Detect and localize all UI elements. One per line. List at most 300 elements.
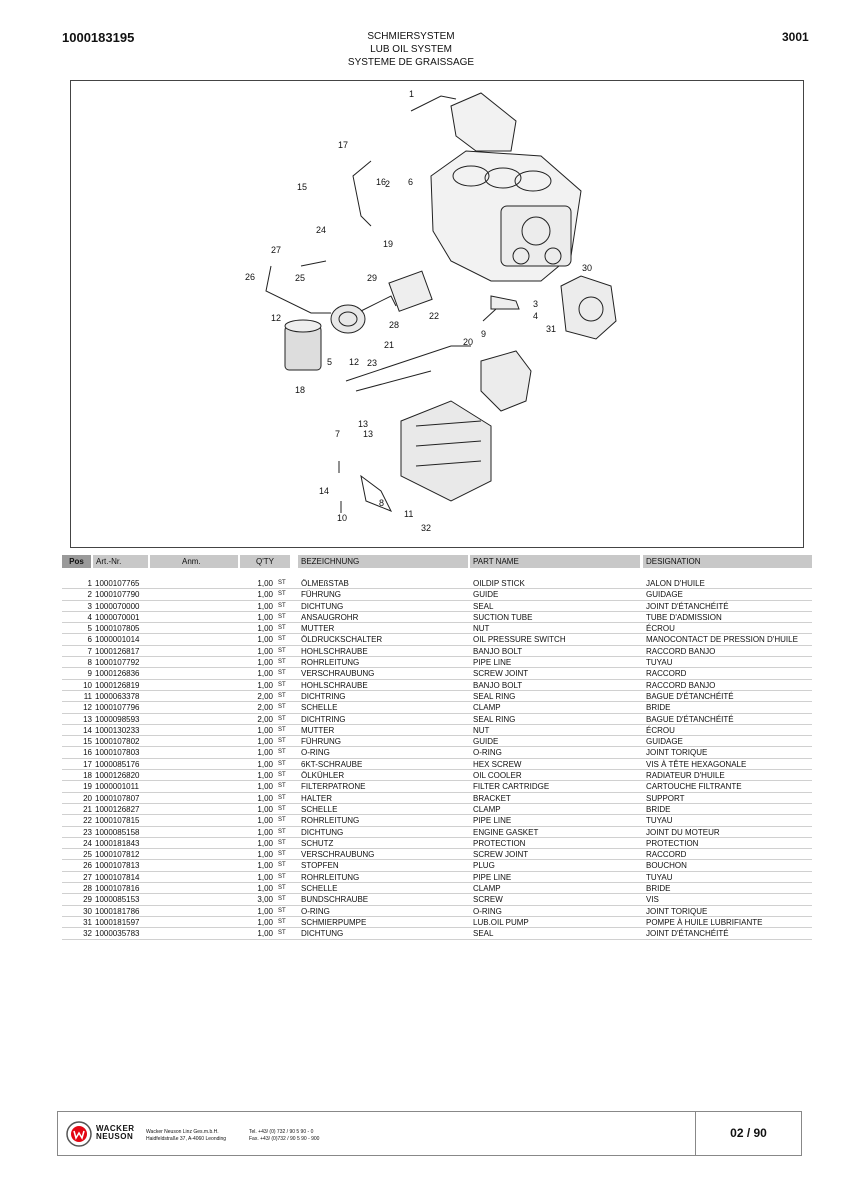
- cell-bezeichnung: SCHELLE: [301, 884, 338, 894]
- cell-designation: BAGUE D'ÉTANCHÉITÉ: [646, 691, 734, 701]
- cell-pos: 23: [83, 827, 92, 837]
- cell-designation: ÉCROU: [646, 624, 675, 634]
- cell-qty: 1,00: [257, 771, 273, 781]
- cell-part-name: GUIDE: [473, 737, 499, 747]
- cell-bezeichnung: ROHRLEITUNG: [301, 816, 360, 826]
- cell-part-name: PROTECTION: [473, 838, 526, 848]
- cell-qty: 1,00: [257, 646, 273, 656]
- col-header-art-nr: Art.-Nr.: [93, 555, 148, 568]
- company-phone: Tel. +43/ (0) 732 / 90 5 90 - 0: [249, 1129, 314, 1135]
- cell-art-nr: 1000107816: [95, 884, 140, 894]
- cell-art-nr: 1000107814: [95, 872, 140, 882]
- cell-designation: BRIDE: [646, 703, 671, 713]
- cell-bezeichnung: VERSCHRAUBUNG: [301, 850, 375, 860]
- cell-designation: TUBE D'ADMISSION: [646, 612, 722, 622]
- cell-part-name: PIPE LINE: [473, 816, 512, 826]
- cell-qty: 1,00: [257, 827, 273, 837]
- company-address: [146, 1129, 226, 1143]
- cell-pos: 16: [83, 748, 92, 758]
- cell-qty: 1,00: [257, 579, 273, 588]
- cell-pos: 17: [83, 759, 92, 769]
- cell-unit: ST: [278, 805, 286, 812]
- cell-art-nr: 1000107813: [95, 861, 140, 871]
- cell-qty: 1,00: [257, 838, 273, 848]
- table-row: [62, 725, 812, 736]
- cell-art-nr: 1000107796: [95, 703, 140, 713]
- table-row: [62, 804, 812, 815]
- cell-part-name: PIPE LINE: [473, 872, 512, 882]
- cell-qty: 1,00: [257, 929, 273, 939]
- cell-designation: POMPE À HUILE LUBRIFIANTE: [646, 917, 763, 927]
- cell-bezeichnung: DICHTUNG: [301, 827, 344, 837]
- cell-unit: ST: [278, 670, 286, 677]
- cell-unit: ST: [278, 647, 286, 654]
- footer: [57, 1111, 802, 1156]
- callout-label: 2: [385, 179, 391, 189]
- cell-unit: ST: [278, 873, 286, 880]
- cell-qty: 1,00: [257, 850, 273, 860]
- cell-bezeichnung: DICHTRING: [301, 714, 346, 724]
- callout-label: 25: [295, 273, 306, 283]
- cell-part-name: O-RING: [473, 748, 502, 758]
- table-row: [62, 702, 812, 713]
- parts-table-body: [62, 578, 812, 940]
- cell-designation: JOINT D'ÉTANCHÉITÉ: [646, 929, 729, 939]
- cell-unit: ST: [278, 772, 286, 779]
- table-row: [62, 612, 812, 623]
- callout-label: 13: [363, 429, 374, 439]
- cell-art-nr: 1000085153: [95, 895, 140, 905]
- cell-part-name: CLAMP: [473, 884, 501, 894]
- cell-part-name: CLAMP: [473, 703, 501, 713]
- table-row: [62, 872, 812, 883]
- cell-qty: 1,00: [257, 669, 273, 679]
- page-code: 3001: [782, 30, 809, 44]
- callout-label: 4: [533, 311, 539, 321]
- cell-part-name: OILDIP STICK: [473, 579, 525, 588]
- callout-label: 14: [319, 486, 330, 496]
- col-header-pos: Pos: [62, 555, 91, 568]
- cell-designation: RACCORD: [646, 669, 687, 679]
- cell-unit: ST: [278, 794, 286, 801]
- cell-bezeichnung: ÖLMEßSTAB: [301, 579, 349, 588]
- cell-unit: ST: [278, 681, 286, 688]
- callout-label: 22: [429, 311, 440, 321]
- cell-designation: JALON D'HUILE: [646, 579, 705, 588]
- cell-pos: 9: [87, 669, 92, 679]
- cell-art-nr: 1000001014: [95, 635, 140, 645]
- table-row: [62, 917, 812, 928]
- cell-unit: ST: [278, 625, 286, 632]
- cell-art-nr: 1000107790: [95, 590, 140, 600]
- cell-designation: TUYAU: [646, 872, 673, 882]
- callout-label: 11: [404, 509, 414, 519]
- cell-designation: BRIDE: [646, 884, 671, 894]
- cell-bezeichnung: HALTER: [301, 793, 332, 803]
- callout-label: 24: [316, 225, 327, 235]
- cell-art-nr: 1000181786: [95, 906, 140, 916]
- cell-part-name: SCREW JOINT: [473, 850, 529, 860]
- cell-part-name: PIPE LINE: [473, 658, 512, 668]
- cell-pos: 13: [83, 714, 92, 724]
- cell-pos: 31: [83, 917, 92, 927]
- cell-qty: 1,00: [257, 601, 273, 611]
- cell-bezeichnung: ÖLKÜHLER: [301, 771, 345, 781]
- cell-art-nr: 1000098593: [95, 714, 140, 724]
- cell-bezeichnung: DICHTRING: [301, 691, 346, 701]
- company-name: Wacker Neuson Linz Ges.m.b.H.: [146, 1129, 219, 1135]
- cell-bezeichnung: DICHTUNG: [301, 601, 344, 611]
- cell-bezeichnung: HOHLSCHRAUBE: [301, 646, 368, 656]
- cell-part-name: NUT: [473, 624, 490, 634]
- col-header-part-name: PART NAME: [470, 555, 640, 568]
- cell-pos: 28: [83, 884, 92, 894]
- cell-qty: 1,00: [257, 612, 273, 622]
- callout-label: 12: [349, 357, 360, 367]
- cell-part-name: SEAL RING: [473, 714, 516, 724]
- cell-designation: SUPPORT: [646, 793, 685, 803]
- table-row: [62, 815, 812, 826]
- callout-label: 27: [271, 245, 282, 255]
- cell-qty: 1,00: [257, 737, 273, 747]
- cell-part-name: SCREW: [473, 895, 503, 905]
- cell-bezeichnung: FÜHRUNG: [301, 590, 341, 600]
- cell-unit: ST: [278, 851, 286, 858]
- cell-designation: ÉCROU: [646, 725, 675, 735]
- cell-qty: 1,00: [257, 725, 273, 735]
- cell-unit: ST: [278, 613, 286, 620]
- cell-designation: JOINT TORIQUE: [646, 906, 708, 916]
- cell-bezeichnung: MUTTER: [301, 725, 335, 735]
- cell-unit: ST: [278, 896, 286, 903]
- callout-label: 26: [245, 272, 256, 282]
- cell-bezeichnung: STOPFEN: [301, 861, 339, 871]
- callout-label: 16: [376, 177, 387, 187]
- cell-designation: BRIDE: [646, 804, 671, 814]
- cell-art-nr: 1000126836: [95, 669, 140, 679]
- cell-part-name: SEAL: [473, 601, 494, 611]
- parts-table-header: [62, 555, 812, 568]
- cell-unit: ST: [278, 738, 286, 745]
- cell-part-name: SEAL: [473, 929, 494, 939]
- cell-designation: GUIDAGE: [646, 590, 683, 600]
- cell-part-name: CLAMP: [473, 804, 501, 814]
- title-en: LUB OIL SYSTEM: [370, 44, 452, 55]
- cell-pos: 1: [87, 579, 92, 588]
- cell-part-name: SCREW JOINT: [473, 669, 529, 679]
- cell-art-nr: 1000126817: [95, 646, 140, 656]
- cell-unit: ST: [278, 602, 286, 609]
- cell-pos: 24: [83, 838, 92, 848]
- table-row: [62, 646, 812, 657]
- table-row: [62, 601, 812, 612]
- callout-label: 18: [295, 385, 306, 395]
- cell-unit: ST: [278, 749, 286, 756]
- brand-name: [96, 1125, 135, 1141]
- cell-art-nr: 1000107812: [95, 850, 140, 860]
- cell-designation: VIS: [646, 895, 659, 905]
- cell-qty: 2,00: [257, 691, 273, 701]
- cell-pos: 10: [83, 680, 92, 690]
- table-row: [62, 894, 812, 905]
- table-row: [62, 849, 812, 860]
- cell-pos: 27: [83, 872, 92, 882]
- cell-pos: 11: [83, 691, 92, 701]
- cell-designation: BAGUE D'ÉTANCHÉITÉ: [646, 714, 734, 724]
- col-header-designation: DESIGNATION: [643, 555, 812, 568]
- table-row: [62, 691, 812, 702]
- cell-qty: 1,00: [257, 748, 273, 758]
- cell-designation: MANOCONTACT DE PRESSION D'HUILE: [646, 635, 798, 645]
- table-row: [62, 906, 812, 917]
- cell-qty: 2,00: [257, 714, 273, 724]
- cell-pos: 19: [83, 782, 92, 792]
- callout-label: 15: [297, 182, 308, 192]
- cell-pos: 7: [87, 646, 92, 656]
- cell-designation: PROTECTION: [646, 838, 699, 848]
- cell-bezeichnung: HOHLSCHRAUBE: [301, 680, 368, 690]
- cell-bezeichnung: SCHELLE: [301, 703, 338, 713]
- table-row: [62, 928, 812, 939]
- cell-designation: JOINT D'ÉTANCHÉITÉ: [646, 601, 729, 611]
- cell-art-nr: 1000085158: [95, 827, 140, 837]
- callout-label: 20: [463, 337, 474, 347]
- cell-bezeichnung: FILTERPATRONE: [301, 782, 366, 792]
- cell-qty: 2,00: [257, 703, 273, 713]
- callout-label: 12: [271, 313, 282, 323]
- cell-part-name: OIL PRESSURE SWITCH: [473, 635, 566, 645]
- cell-unit: ST: [278, 659, 286, 666]
- cell-part-name: SUCTION TUBE: [473, 612, 533, 622]
- cell-bezeichnung: ÖLDRUCKSCHALTER: [301, 635, 383, 645]
- cell-unit: ST: [278, 760, 286, 767]
- table-row: [62, 634, 812, 645]
- cell-bezeichnung: FÜHRUNG: [301, 737, 341, 747]
- cell-art-nr: 1000181843: [95, 838, 140, 848]
- cell-bezeichnung: ANSAUGROHR: [301, 612, 359, 622]
- cell-art-nr: 1000107792: [95, 658, 140, 668]
- cell-part-name: BANJO BOLT: [473, 646, 523, 656]
- cell-bezeichnung: O-RING: [301, 748, 330, 758]
- cell-art-nr: 1000085176: [95, 759, 140, 769]
- cell-pos: 14: [83, 725, 92, 735]
- cell-pos: 32: [83, 929, 92, 939]
- cell-pos: 6: [87, 635, 92, 645]
- callout-label: 5: [327, 357, 333, 367]
- cell-part-name: O-RING: [473, 906, 502, 916]
- cell-art-nr: 1000001011: [95, 782, 139, 792]
- cell-pos: 30: [83, 906, 92, 916]
- callout-label: 21: [384, 340, 395, 350]
- cell-art-nr: 1000070001: [95, 612, 140, 622]
- callout-label: 28: [389, 320, 400, 330]
- cell-qty: 1,00: [257, 906, 273, 916]
- cell-bezeichnung: SCHUTZ: [301, 838, 334, 848]
- cell-art-nr: 1000107802: [95, 737, 140, 747]
- cell-designation: CARTOUCHE FILTRANTE: [646, 782, 742, 792]
- callout-label: 9: [481, 329, 487, 339]
- cell-qty: 1,00: [257, 793, 273, 803]
- cell-pos: 15: [83, 737, 92, 747]
- callout-label: 6: [408, 177, 414, 187]
- cell-pos: 3: [87, 601, 92, 611]
- cell-qty: 1,00: [257, 658, 273, 668]
- brand-line-1: WACKER: [96, 1124, 135, 1133]
- cell-bezeichnung: O-RING: [301, 906, 330, 916]
- cell-bezeichnung: SCHMIERPUMPE: [301, 917, 367, 927]
- cell-art-nr: 1000126827: [95, 804, 140, 814]
- cell-designation: RACCORD: [646, 850, 687, 860]
- cell-unit: ST: [278, 907, 286, 914]
- table-row: [62, 860, 812, 871]
- cell-unit: ST: [278, 828, 286, 835]
- callout-label: 29: [367, 273, 378, 283]
- cell-art-nr: 1000130233: [95, 725, 140, 735]
- cell-bezeichnung: SCHELLE: [301, 804, 338, 814]
- callout-label: 23: [367, 358, 378, 368]
- cell-bezeichnung: VERSCHRAUBUNG: [301, 669, 375, 679]
- col-header-bezeichnung: BEZEICHNUNG: [298, 555, 468, 568]
- company-street: Haidfeldstraße 37, A-4060 Leonding: [146, 1136, 227, 1142]
- cell-pos: 20: [83, 793, 92, 803]
- cell-unit: ST: [278, 580, 286, 586]
- cell-qty: 1,00: [257, 917, 273, 927]
- cell-unit: ST: [278, 885, 286, 892]
- wacker-neuson-logo-icon: [66, 1121, 92, 1147]
- cell-qty: 1,00: [257, 635, 273, 645]
- cell-unit: ST: [278, 817, 286, 824]
- table-row: [62, 668, 812, 679]
- callout-label: 7: [335, 429, 341, 439]
- cell-part-name: SEAL RING: [473, 691, 516, 701]
- cell-bezeichnung: ROHRLEITUNG: [301, 658, 360, 668]
- col-header-qty: Q'TY: [240, 555, 290, 568]
- title-de: SCHMIERSYSTEM: [367, 31, 455, 42]
- cell-part-name: PLUG: [473, 861, 495, 871]
- table-row: [62, 623, 812, 634]
- cell-part-name: LUB.OIL PUMP: [473, 917, 529, 927]
- callout-label: 17: [338, 140, 349, 150]
- cell-designation: BOUCHON: [646, 861, 687, 871]
- cell-pos: 12: [83, 703, 92, 713]
- table-row: [62, 714, 812, 725]
- cell-art-nr: 1000070000: [95, 601, 140, 611]
- table-row: [62, 838, 812, 849]
- cell-qty: 1,00: [257, 804, 273, 814]
- table-row: [62, 680, 812, 691]
- page-number: 02 / 90: [730, 1126, 767, 1140]
- cell-designation: JOINT DU MOTEUR: [646, 827, 720, 837]
- callout-label: 31: [546, 324, 557, 334]
- cell-part-name: BANJO BOLT: [473, 680, 523, 690]
- cell-unit: ST: [278, 930, 286, 937]
- cell-part-name: BRACKET: [473, 793, 511, 803]
- cell-unit: ST: [278, 918, 286, 925]
- cell-unit: ST: [278, 591, 286, 598]
- cell-unit: ST: [278, 715, 286, 722]
- cell-bezeichnung: BUNDSCHRAUBE: [301, 895, 369, 905]
- table-row: [62, 747, 812, 758]
- cell-part-name: HEX SCREW: [473, 759, 522, 769]
- cell-designation: TUYAU: [646, 816, 673, 826]
- company-fax: Fax. +43/ (0)732 / 90 5 90 - 900: [249, 1136, 320, 1142]
- cell-art-nr: 1000181597: [95, 917, 140, 927]
- cell-qty: 1,00: [257, 590, 273, 600]
- cell-part-name: ENGINE GASKET: [473, 827, 539, 837]
- table-row: [62, 770, 812, 781]
- cell-unit: ST: [278, 839, 286, 846]
- table-row: [62, 827, 812, 838]
- table-row: [62, 589, 812, 600]
- cell-art-nr: 1000107807: [95, 793, 140, 803]
- cell-part-name: FILTER CARTRIDGE: [473, 782, 550, 792]
- table-row: [62, 781, 812, 792]
- callout-label: 30: [582, 263, 593, 273]
- table-row: [62, 793, 812, 804]
- cell-designation: GUIDAGE: [646, 737, 683, 747]
- cell-pos: 22: [83, 816, 92, 826]
- callout-label: 13: [358, 419, 369, 429]
- cell-pos: 8: [87, 658, 92, 668]
- cell-art-nr: 1000107765: [95, 579, 140, 588]
- company-contact: [249, 1129, 319, 1143]
- callout-label: 8: [379, 498, 385, 508]
- cell-qty: 1,00: [257, 680, 273, 690]
- col-header-anm: Anm.: [150, 555, 238, 568]
- cell-pos: 25: [83, 850, 92, 860]
- brand-line-2: NEUSON: [96, 1132, 134, 1141]
- cell-qty: 1,00: [257, 759, 273, 769]
- exploded-view-drawing: [71, 81, 803, 547]
- cell-art-nr: 1000107805: [95, 624, 140, 634]
- cell-qty: 1,00: [257, 816, 273, 826]
- cell-unit: ST: [278, 704, 286, 711]
- cell-unit: ST: [278, 636, 286, 643]
- cell-art-nr: 1000107815: [95, 816, 140, 826]
- cell-designation: RACCORD BANJO: [646, 680, 716, 690]
- cell-pos: 2: [87, 590, 92, 600]
- cell-designation: TUYAU: [646, 658, 673, 668]
- cell-qty: 1,00: [257, 872, 273, 882]
- callout-label: 3: [533, 299, 539, 309]
- cell-art-nr: 1000063378: [95, 691, 140, 701]
- cell-part-name: OIL COOLER: [473, 771, 522, 781]
- cell-art-nr: 1000035783: [95, 929, 140, 939]
- exploded-view-diagram: [70, 80, 804, 548]
- table-row: [62, 736, 812, 747]
- cell-pos: 26: [83, 861, 92, 871]
- cell-pos: 4: [87, 612, 92, 622]
- cell-unit: ST: [278, 862, 286, 869]
- cell-unit: ST: [278, 692, 286, 699]
- cell-qty: 1,00: [257, 782, 273, 792]
- callout-label: 19: [383, 239, 394, 249]
- cell-designation: VIS À TÊTE HEXAGONALE: [646, 759, 747, 769]
- cell-pos: 29: [83, 895, 92, 905]
- cell-unit: ST: [278, 783, 286, 790]
- cell-art-nr: 1000126819: [95, 680, 140, 690]
- cell-designation: RACCORD BANJO: [646, 646, 716, 656]
- cell-pos: 18: [83, 771, 92, 781]
- callout-label: 32: [421, 523, 432, 533]
- table-row: [62, 657, 812, 668]
- table-row: [62, 759, 812, 770]
- cell-pos: 5: [87, 624, 92, 634]
- page-titles: [311, 30, 511, 69]
- cell-bezeichnung: MUTTER: [301, 624, 335, 634]
- cell-qty: 1,00: [257, 861, 273, 871]
- table-row: [62, 883, 812, 894]
